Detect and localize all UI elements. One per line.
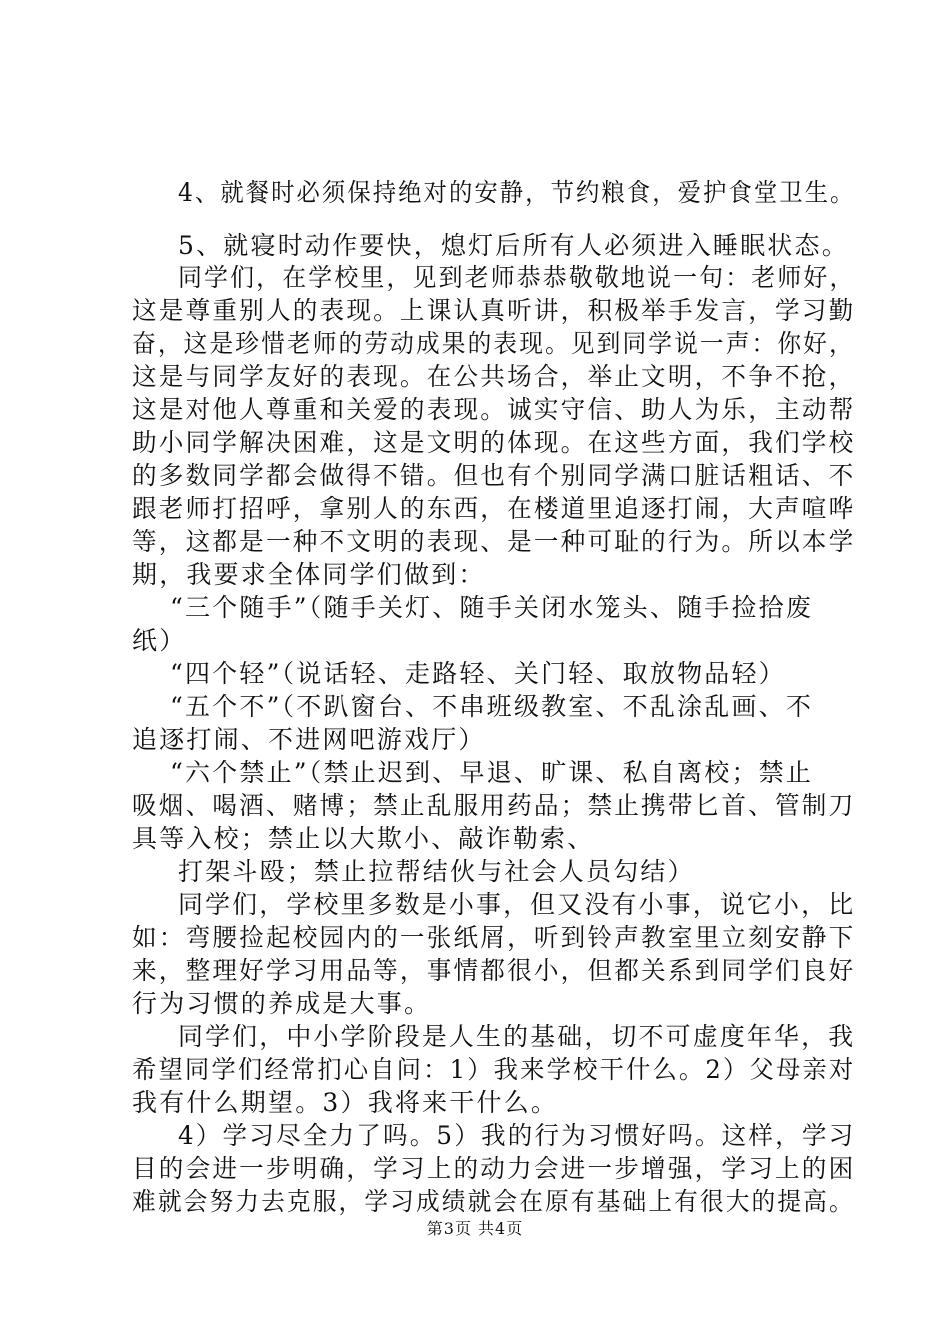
text-line: 具等入校；禁止以大欺小、敲诈勒索、 bbox=[132, 824, 595, 853]
text-line: 同学们，中小学阶段是人生的基础，切不可虚度年华，我 bbox=[178, 1022, 856, 1051]
text-line: 来，整理好学习用品等，事情都很小，但都关系到同学们良好 bbox=[132, 956, 856, 985]
text-line: 这是对他人尊重和关爱的表现。诚实守信、助人为乐，主动帮 bbox=[132, 395, 856, 424]
text-line: 如：弯腰捡起校园内的一张纸屑，听到铃声教室里立刻安静下 bbox=[132, 923, 856, 952]
text-line: 追逐打闹、不进网吧游戏厅） bbox=[132, 725, 486, 754]
page-footer: 第3页 共4页 bbox=[426, 1219, 524, 1238]
text-line: 期，我要求全体同学们做到： bbox=[132, 560, 486, 589]
text-line: “四个轻”（说话轻、走路轻、关门轻、取放物品轻） bbox=[170, 659, 786, 688]
text-line: 难就会努力去克服，学习成绩就会在原有基础上有很大的提高。 bbox=[132, 1187, 855, 1216]
text-line: 同学们，学校里多数是小事，但又没有小事，说它小，比 bbox=[178, 890, 856, 919]
text-line: 我有什么期望。3）我将来干什么。 bbox=[132, 1088, 559, 1117]
text-line: 跟老师打招呼，拿别人的东西，在楼道里追逐打闹，大声喧哗 bbox=[132, 494, 856, 523]
text-line: 助小同学解决困难，这是文明的体现。在这些方面，我们学校 bbox=[132, 428, 856, 457]
text-line: “三个随手”（随手关灯、随手关闭水笼头、随手捡拾废 bbox=[170, 593, 814, 622]
text-line: 4、就餐时必须保持绝对的安静，节约粮食，爱护食堂卫生。 bbox=[178, 178, 856, 207]
text-line: 目的会进一步明确，学习上的动力会进一步增强，学习上的困 bbox=[132, 1154, 856, 1183]
text-line: 这是尊重别人的表现。上课认真听讲，积极举手发言，学习勤 bbox=[132, 296, 856, 325]
text-line: 吸烟、喝酒、赌博；禁止乱服用药品；禁止携带匕首、管制刀 bbox=[132, 791, 856, 820]
text-line: “五个不”（不趴窗台、不串班级教室、不乱涂乱画、不 bbox=[170, 692, 814, 721]
text-line: 希望同学们经常扪心自问：1）我来学校干什么。2）父母亲对 bbox=[132, 1055, 856, 1084]
text-line: 同学们，在学校里，见到老师恭恭敬敬地说一句：老师好， bbox=[178, 263, 856, 292]
text-line: 4）学习尽全力了吗。5）我的行为习惯好吗。这样，学习 bbox=[178, 1121, 856, 1150]
text-line: 行为习惯的养成是大事。 bbox=[132, 989, 432, 1018]
text-line: 纸） bbox=[132, 626, 187, 655]
text-line: 的多数同学都会做得不错。但也有个别同学满口脏话粗话、不 bbox=[132, 461, 856, 490]
text-line: “六个禁止”（禁止迟到、早退、旷课、私自离校；禁止 bbox=[170, 758, 814, 787]
text-line: 这是与同学友好的表现。在公共场合，举止文明，不争不抢， bbox=[132, 362, 856, 391]
text-line: 打架斗殴；禁止拉帮结伙与社会人员勾结） bbox=[178, 857, 695, 886]
text-line: 奋，这是珍惜老师的劳动成果的表现。见到同学说一声：你好， bbox=[132, 329, 855, 358]
text-line: 5、就寝时动作要快，熄灯后所有人必须进入睡眠状态。 bbox=[178, 231, 849, 260]
text-line: 等，这都是一种不文明的表现、是一种可耻的行为。所以本学 bbox=[132, 527, 856, 556]
